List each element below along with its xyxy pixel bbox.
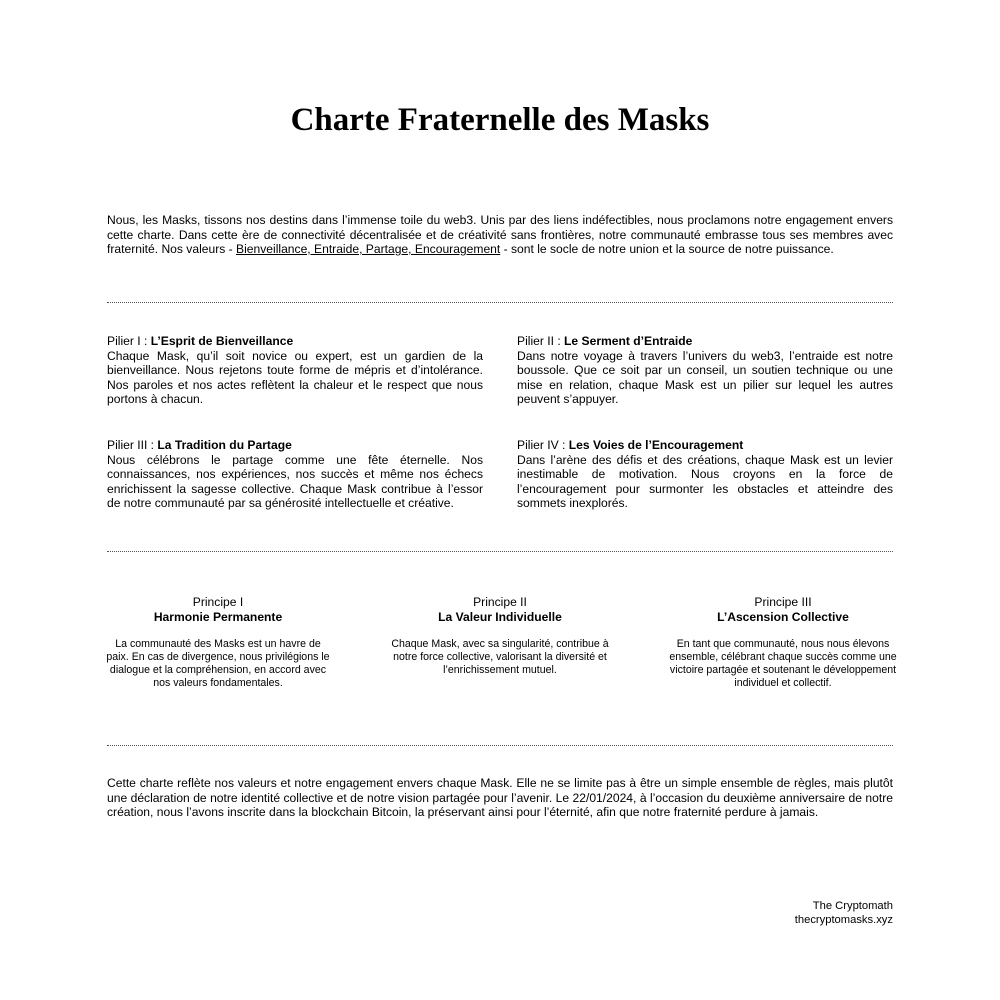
pillar-heading (107, 334, 483, 349)
pillar-name: L’Esprit de Bienveillance (150, 334, 294, 348)
page-title: Charte Fraternelle des Masks (290, 102, 710, 138)
pillar-1 (107, 334, 483, 407)
pillar-heading (517, 334, 893, 349)
principle-label: Principe III (754, 595, 812, 609)
principle-2 (385, 595, 615, 677)
pillar-2 (517, 334, 893, 407)
principle-name: La Valeur Individuelle (438, 609, 562, 624)
principle-label: Principe I (192, 595, 244, 609)
pillar-label: Pilier II : (517, 334, 565, 348)
principle-3 (668, 595, 898, 690)
core-values-underlined: Bienveillance, Entraide, Partage, Encouragement (236, 242, 501, 256)
signature-website: thecryptomasks.xyz (794, 914, 893, 926)
pillar-text: Dans notre voyage à travers l’univers du web3, l’entraide est notre boussole. Que ce soit par un conseil, un soutien technique ou une mise en relation, chaque Mask est un pilier sur lequel les autres peuvent s’appuyer. (517, 348, 893, 406)
dotted-divider (107, 302, 893, 303)
intro-text-end: - sont le socle de notre union et la source de notre puissance. (500, 242, 834, 256)
pillar-text: Nous célébrons le partage comme une fête éternelle. Nos connaissances, nos expériences, nos succès et même nos échecs enrichissent la sagesse collective. Chaque Mask contribue à l’essor de notre communauté par sa générosité intellectuelle et créative. (107, 452, 483, 510)
pillar-text: Chaque Mask, qu’il soit novice ou expert, est un gardien de la bienveillance. Nous rejetons toute forme de mépris et d’intolérance. Nos paroles et nos actes reflètent la chaleur et le respect que nous portons à chacun. (107, 348, 483, 406)
pillar-label: Pilier III : (107, 438, 158, 452)
dotted-divider (107, 745, 893, 746)
pillar-heading (517, 438, 893, 453)
dotted-divider (107, 551, 893, 552)
pillar-4 (517, 438, 893, 511)
signature-author: The Cryptomath (812, 900, 893, 912)
principle-text: La communauté des Masks est un havre de paix. En cas de divergence, nous privilégions le dialogue et la compréhension, en accord avec nos valeurs fondamentales. (106, 638, 330, 689)
principle-label: Principe II (473, 595, 527, 609)
principle-text: Chaque Mask, avec sa singularité, contribue à notre force collective, valorisant la diversité et l’enrichissement mutuel. (391, 638, 609, 676)
signature (795, 899, 893, 927)
intro-paragraph (107, 213, 893, 257)
principle-name: L’Ascension Collective (717, 609, 849, 624)
pillar-label: Pilier IV : (517, 438, 569, 452)
principle-1 (103, 595, 333, 690)
conclusion-paragraph: Cette charte reflète nos valeurs et notre engagement envers chaque Mask. Elle ne se limite pas à être un simple ensemble de règles, mais plutôt une déclaration de notre identité collective et de notre vision partagée pour l’avenir. Le 22/01/2024, à l’occasion du deuxième anniversaire de notre création, nous l’avons inscrite dans la blockchain Bitcoin, la préservant ainsi pour l’éternité, afin que notre fraternité perdure à jamais. (107, 776, 893, 819)
pillar-name: La Tradition du Partage (157, 438, 292, 452)
principle-name: Harmonie Permanente (153, 609, 283, 624)
pillar-name: Les Voies de l’Encouragement (568, 438, 744, 452)
principle-text: En tant que communauté, nous nous élevons ensemble, célébrant chaque succès comme une victoire partagée et soutenant le développement individuel et collectif. (669, 638, 897, 689)
pillar-label: Pilier I : (107, 334, 151, 348)
pillar-heading (107, 438, 483, 453)
intro-text-start: Nous, les Masks, tissons nos destins dans l’immense toile du web3. Unis par des liens indéfectibles, nous proclamons notre engagement envers cette charte. Dans cette ère de connectivité décentralisée et de créativité sans frontières, notre communauté embrasse tous ses membres avec fraternité. Nos valeurs - (107, 213, 893, 256)
pillar-text: Dans l’arène des défis et des créations, chaque Mask est un levier inestimable de motivation. Nous croyons en la force de l’encouragement pour surmonter les obstacles et atteindre des sommets inexplorés. (517, 452, 893, 510)
pillar-name: Le Serment d’Entraide (564, 334, 693, 348)
pillar-3 (107, 438, 483, 511)
